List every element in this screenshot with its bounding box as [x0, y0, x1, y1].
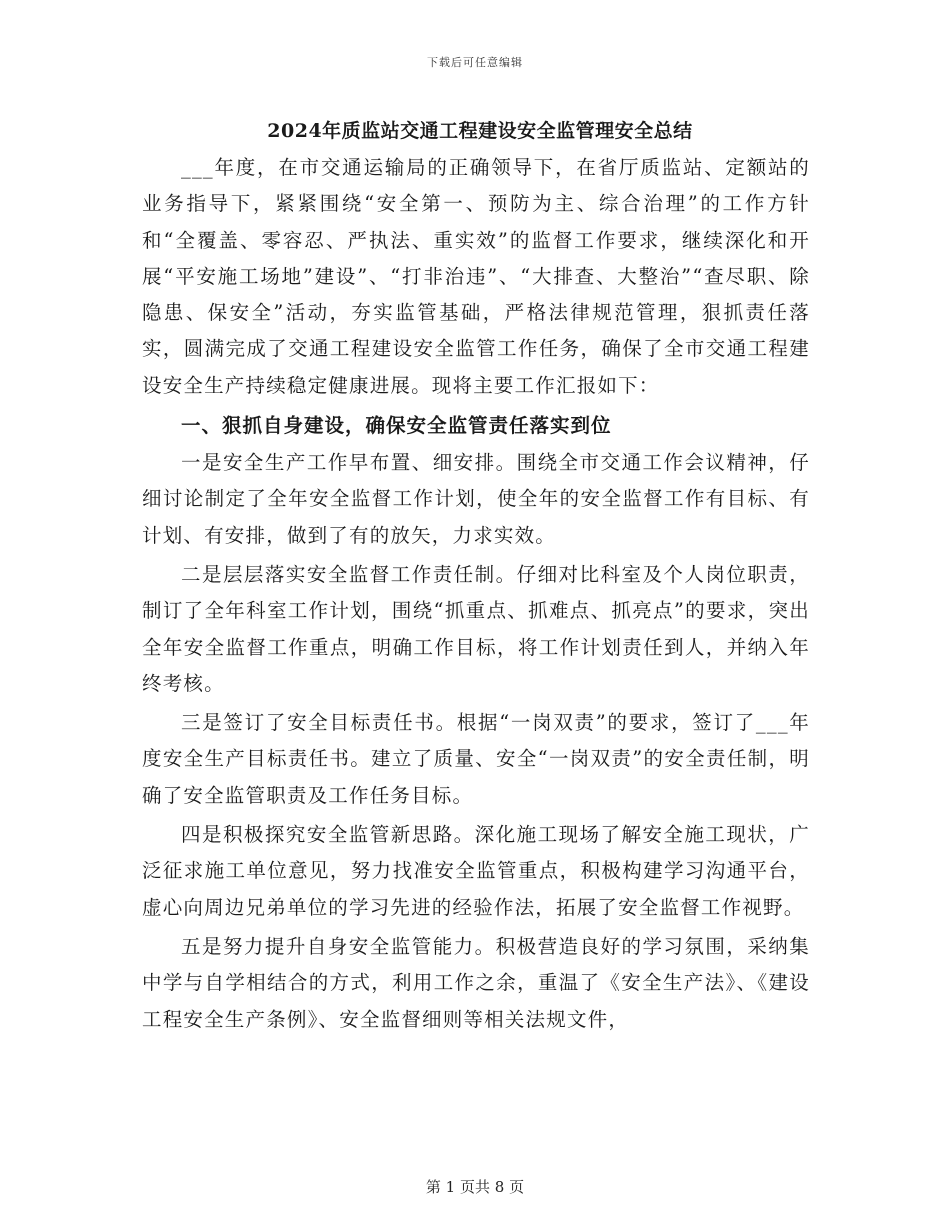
paragraph-item-1: 一是安全生产工作早布置、细安排。围绕全市交通工作会议精神，仔细讨论制定了全年安全监督工作计划，使全年的安全监督工作有目标、有计划、有安排，做到了有的放矢，力求实效。: [142, 451, 810, 547]
document-title: 2024年质监站交通工程建设安全监管理安全总结: [267, 120, 693, 142]
document-body: [142, 150, 810, 1038]
paragraph-item-3: 三是签订了安全目标责任书。根据“一岗双责”的要求，签订了___年度安全生产目标责任书。建立了质量、安全“一岗双责”的安全责任制，明确了安全监管职责及工作任务目标。: [142, 711, 810, 807]
section-heading: 一、狠抓自身建设，确保安全监管责任落实到位: [181, 414, 612, 438]
intro-paragraph: ___年度，在市交通运输局的正确领导下，在省厅质监站、定额站的业务指导下，紧紧围绕“安全第一、预防为主、综合治理”的工作方针和“全覆盖、零容忍、严执法、重实效”的监督工作要求，继续深化和开展“平安施工场地”建设”、“打非治违”、“大排查、大整治”“查尽职、除隐患、保安全”活动，夯实监管基础，严格法律规范管理，狠抓责任落实，圆满完成了交通工程建设安全监管工作任务，确保了全市交通工程建设安全生产持续稳定健康进展。现将主要工作汇报如下：: [142, 156, 810, 397]
paragraph-item-5: 五是努力提升自身安全监管能力。积极营造良好的学习氛围，采纳集中学与自学相结合的方式，利用工作之余，重温了《安全生产法》、《建设工程安全生产条例》、安全监督细则等相关法规文件，: [142, 934, 810, 1031]
header-note: 下载后可任意编辑: [427, 56, 523, 69]
paragraph-item-2: 二是层层落实安全监督工作责任制。仔细对比科室及个人岗位职责，制订了全年科室工作计划，围绕“抓重点、抓难点、抓亮点”的要求，突出全年安全监督工作重点，明确工作目标，将工作计划责任到人，并纳入年终考核。: [142, 562, 810, 695]
page-number: 第 1 页共 8 页: [425, 1178, 525, 1196]
paragraph-item-4: 四是积极探究安全监管新思路。深化施工现场了解安全施工现状，广泛征求施工单位意见，努力找准安全监管重点，积极构建学习沟通平台，虚心向周边兄弟单位的学习先进的经验作法，拓展了安全监督工作视野。: [142, 823, 810, 919]
